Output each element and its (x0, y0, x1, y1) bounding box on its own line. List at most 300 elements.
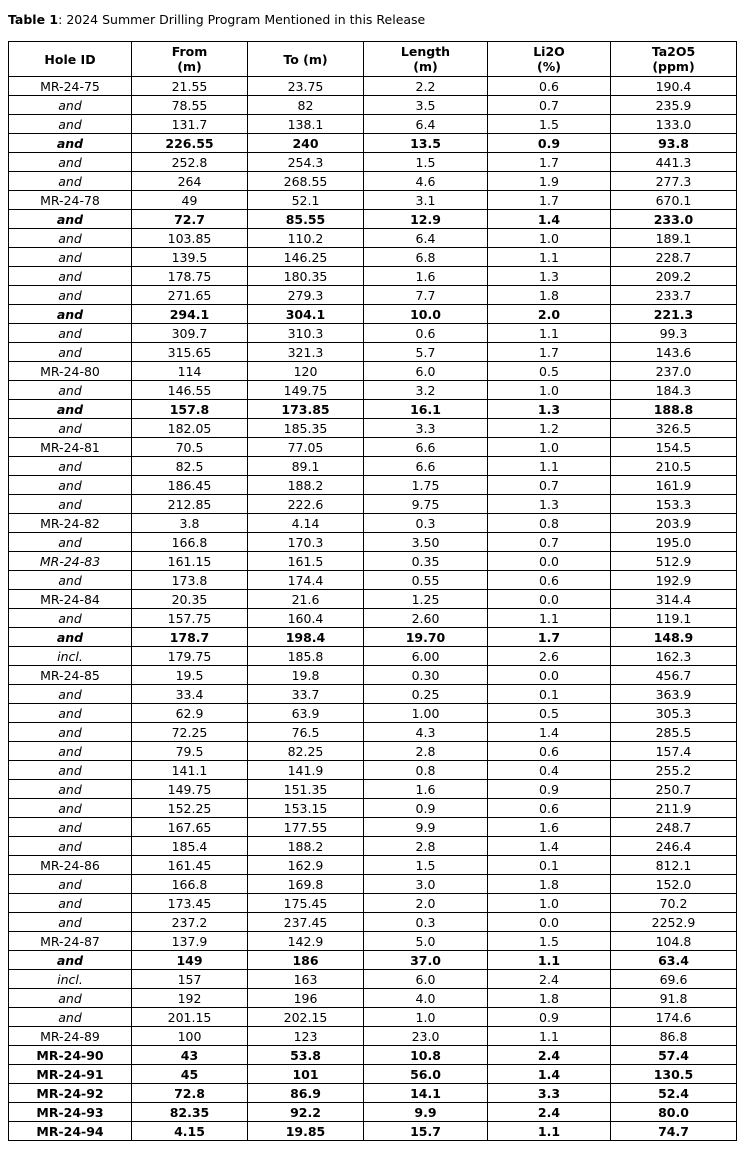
table-row (9, 134, 737, 153)
cell-length: 2.0 (364, 894, 488, 913)
cell-hole-id: and (9, 400, 132, 419)
cell-length: 14.1 (364, 1084, 488, 1103)
cell-li2o: 2.6 (488, 647, 611, 666)
cell-to: 120 (248, 362, 364, 381)
cell-to: 222.6 (248, 495, 364, 514)
cell-from: 226.55 (132, 134, 248, 153)
cell-li2o: 1.0 (488, 894, 611, 913)
cell-length: 3.1 (364, 191, 488, 210)
table-row (9, 476, 737, 495)
cell-hole-id: MR-24-92 (9, 1084, 132, 1103)
table-row (9, 362, 737, 381)
cell-ta2o5: 363.9 (611, 685, 737, 704)
cell-from: 72.25 (132, 723, 248, 742)
cell-to: 92.2 (248, 1103, 364, 1122)
cell-from: 79.5 (132, 742, 248, 761)
table-caption (8, 12, 425, 28)
cell-hole-id: and (9, 229, 132, 248)
cell-to: 4.14 (248, 514, 364, 533)
cell-length: 4.0 (364, 989, 488, 1008)
cell-li2o: 1.5 (488, 932, 611, 951)
cell-from: 173.45 (132, 894, 248, 913)
header-hole-id: Hole ID (9, 42, 132, 77)
cell-from: 252.8 (132, 153, 248, 172)
table-row (9, 932, 737, 951)
cell-li2o: 1.4 (488, 1065, 611, 1084)
cell-ta2o5: 74.7 (611, 1122, 737, 1141)
table-row (9, 172, 737, 191)
table-row (9, 571, 737, 590)
cell-ta2o5: 86.8 (611, 1027, 737, 1046)
cell-from: 294.1 (132, 305, 248, 324)
table-row (9, 742, 737, 761)
cell-from: 82.35 (132, 1103, 248, 1122)
cell-hole-id: and (9, 799, 132, 818)
cell-li2o: 0.6 (488, 571, 611, 590)
cell-length: 0.30 (364, 666, 488, 685)
table-row (9, 666, 737, 685)
cell-li2o: 0.1 (488, 685, 611, 704)
cell-li2o: 1.4 (488, 210, 611, 229)
cell-li2o: 0.5 (488, 704, 611, 723)
cell-length: 0.8 (364, 761, 488, 780)
cell-li2o: 1.4 (488, 837, 611, 856)
cell-to: 163 (248, 970, 364, 989)
cell-from: 178.75 (132, 267, 248, 286)
cell-from: 139.5 (132, 248, 248, 267)
cell-from: 3.8 (132, 514, 248, 533)
cell-from: 114 (132, 362, 248, 381)
cell-ta2o5: 153.3 (611, 495, 737, 514)
cell-ta2o5: 52.4 (611, 1084, 737, 1103)
cell-li2o: 1.1 (488, 457, 611, 476)
table-row (9, 305, 737, 324)
cell-li2o: 1.7 (488, 153, 611, 172)
table-row (9, 913, 737, 932)
cell-from: 186.45 (132, 476, 248, 495)
cell-length: 4.6 (364, 172, 488, 191)
cell-li2o: 0.4 (488, 761, 611, 780)
cell-li2o: 2.0 (488, 305, 611, 324)
table-caption-label: Table 1 (8, 12, 59, 27)
cell-length: 37.0 (364, 951, 488, 970)
cell-ta2o5: 228.7 (611, 248, 737, 267)
cell-to: 86.9 (248, 1084, 364, 1103)
cell-to: 85.55 (248, 210, 364, 229)
cell-hole-id: MR-24-81 (9, 438, 132, 457)
cell-length: 9.9 (364, 1103, 488, 1122)
cell-from: 62.9 (132, 704, 248, 723)
cell-length: 1.25 (364, 590, 488, 609)
cell-to: 149.75 (248, 381, 364, 400)
table-body (9, 77, 737, 1141)
cell-hole-id: and (9, 723, 132, 742)
cell-from: 179.75 (132, 647, 248, 666)
cell-hole-id: MR-24-90 (9, 1046, 132, 1065)
cell-length: 1.0 (364, 1008, 488, 1027)
cell-hole-id: and (9, 419, 132, 438)
cell-ta2o5: 305.3 (611, 704, 737, 723)
cell-hole-id: and (9, 761, 132, 780)
cell-length: 1.6 (364, 780, 488, 799)
cell-ta2o5: 233.7 (611, 286, 737, 305)
cell-length: 3.3 (364, 419, 488, 438)
cell-from: 157.75 (132, 609, 248, 628)
cell-to: 186 (248, 951, 364, 970)
table-caption-separator: : (58, 12, 63, 27)
cell-li2o: 1.3 (488, 400, 611, 419)
cell-to: 153.15 (248, 799, 364, 818)
table-row (9, 286, 737, 305)
table-row (9, 970, 737, 989)
cell-to: 169.8 (248, 875, 364, 894)
cell-to: 82 (248, 96, 364, 115)
cell-length: 6.4 (364, 115, 488, 134)
cell-from: 201.15 (132, 1008, 248, 1027)
cell-hole-id: and (9, 381, 132, 400)
cell-from: 82.5 (132, 457, 248, 476)
cell-length: 6.0 (364, 362, 488, 381)
cell-to: 177.55 (248, 818, 364, 837)
cell-ta2o5: 248.7 (611, 818, 737, 837)
cell-hole-id: and (9, 172, 132, 191)
cell-from: 103.85 (132, 229, 248, 248)
cell-length: 0.25 (364, 685, 488, 704)
table-row (9, 153, 737, 172)
cell-li2o: 0.7 (488, 533, 611, 552)
cell-ta2o5: 192.9 (611, 571, 737, 590)
cell-to: 110.2 (248, 229, 364, 248)
cell-to: 63.9 (248, 704, 364, 723)
cell-to: 53.8 (248, 1046, 364, 1065)
cell-li2o: 1.6 (488, 818, 611, 837)
cell-hole-id: MR-24-78 (9, 191, 132, 210)
table-row (9, 1008, 737, 1027)
cell-to: 188.2 (248, 837, 364, 856)
table-row (9, 552, 737, 571)
cell-from: 192 (132, 989, 248, 1008)
cell-from: 149 (132, 951, 248, 970)
cell-li2o: 0.7 (488, 96, 611, 115)
cell-ta2o5: 237.0 (611, 362, 737, 381)
cell-li2o: 0.6 (488, 742, 611, 761)
cell-hole-id: and (9, 989, 132, 1008)
cell-from: 309.7 (132, 324, 248, 343)
cell-length: 2.8 (364, 837, 488, 856)
table-row (9, 647, 737, 666)
cell-length: 10.0 (364, 305, 488, 324)
cell-from: 152.25 (132, 799, 248, 818)
cell-hole-id: and (9, 704, 132, 723)
cell-from: 45 (132, 1065, 248, 1084)
cell-ta2o5: 456.7 (611, 666, 737, 685)
cell-length: 2.8 (364, 742, 488, 761)
cell-ta2o5: 250.7 (611, 780, 737, 799)
cell-li2o: 1.8 (488, 286, 611, 305)
table-row (9, 77, 737, 96)
cell-li2o: 0.9 (488, 134, 611, 153)
cell-ta2o5: 57.4 (611, 1046, 737, 1065)
cell-hole-id: MR-24-83 (9, 552, 132, 571)
cell-length: 0.6 (364, 324, 488, 343)
cell-hole-id: and (9, 628, 132, 647)
cell-li2o: 0.5 (488, 362, 611, 381)
cell-from: 173.8 (132, 571, 248, 590)
cell-li2o: 1.1 (488, 324, 611, 343)
cell-li2o: 2.4 (488, 1103, 611, 1122)
cell-ta2o5: 70.2 (611, 894, 737, 913)
cell-from: 137.9 (132, 932, 248, 951)
cell-ta2o5: 221.3 (611, 305, 737, 324)
table-row (9, 457, 737, 476)
cell-to: 173.85 (248, 400, 364, 419)
cell-ta2o5: 235.9 (611, 96, 737, 115)
table-row (9, 837, 737, 856)
cell-li2o: 1.1 (488, 609, 611, 628)
cell-length: 3.50 (364, 533, 488, 552)
cell-li2o: 0.0 (488, 590, 611, 609)
cell-li2o: 1.1 (488, 248, 611, 267)
cell-hole-id: MR-24-94 (9, 1122, 132, 1141)
cell-li2o: 1.5 (488, 115, 611, 134)
cell-ta2o5: 195.0 (611, 533, 737, 552)
cell-from: 157 (132, 970, 248, 989)
cell-length: 5.7 (364, 343, 488, 362)
table-row (9, 191, 737, 210)
cell-li2o: 0.0 (488, 552, 611, 571)
cell-hole-id: and (9, 780, 132, 799)
cell-ta2o5: 157.4 (611, 742, 737, 761)
cell-to: 123 (248, 1027, 364, 1046)
cell-length: 13.5 (364, 134, 488, 153)
cell-from: 157.8 (132, 400, 248, 419)
cell-hole-id: and (9, 286, 132, 305)
cell-ta2o5: 162.3 (611, 647, 737, 666)
cell-length: 2.60 (364, 609, 488, 628)
cell-length: 1.5 (364, 153, 488, 172)
header-length: Length (m) (364, 42, 488, 77)
cell-ta2o5: 133.0 (611, 115, 737, 134)
cell-hole-id: and (9, 571, 132, 590)
cell-ta2o5: 210.5 (611, 457, 737, 476)
cell-hole-id: and (9, 533, 132, 552)
cell-li2o: 1.2 (488, 419, 611, 438)
table-row (9, 894, 737, 913)
cell-li2o: 3.3 (488, 1084, 611, 1103)
cell-li2o: 1.3 (488, 267, 611, 286)
cell-from: 149.75 (132, 780, 248, 799)
cell-ta2o5: 2252.9 (611, 913, 737, 932)
cell-length: 6.6 (364, 457, 488, 476)
cell-li2o: 1.0 (488, 229, 611, 248)
cell-from: 72.8 (132, 1084, 248, 1103)
cell-to: 180.35 (248, 267, 364, 286)
table-row (9, 438, 737, 457)
cell-li2o: 1.0 (488, 438, 611, 457)
cell-li2o: 1.4 (488, 723, 611, 742)
table-row (9, 381, 737, 400)
cell-length: 2.2 (364, 77, 488, 96)
cell-hole-id: MR-24-91 (9, 1065, 132, 1084)
table-row (9, 1065, 737, 1084)
header-from: From (m) (132, 42, 248, 77)
cell-from: 161.15 (132, 552, 248, 571)
cell-ta2o5: 203.9 (611, 514, 737, 533)
table-row (9, 590, 737, 609)
cell-from: 315.65 (132, 343, 248, 362)
cell-length: 0.9 (364, 799, 488, 818)
cell-length: 12.9 (364, 210, 488, 229)
cell-hole-id: MR-24-84 (9, 590, 132, 609)
cell-to: 138.1 (248, 115, 364, 134)
cell-to: 196 (248, 989, 364, 1008)
cell-hole-id: and (9, 324, 132, 343)
cell-ta2o5: 512.9 (611, 552, 737, 571)
cell-hole-id: and (9, 913, 132, 932)
cell-ta2o5: 104.8 (611, 932, 737, 951)
cell-li2o: 2.4 (488, 970, 611, 989)
cell-ta2o5: 143.6 (611, 343, 737, 362)
cell-from: 166.8 (132, 533, 248, 552)
table-row (9, 685, 737, 704)
cell-to: 82.25 (248, 742, 364, 761)
cell-ta2o5: 80.0 (611, 1103, 737, 1122)
cell-ta2o5: 233.0 (611, 210, 737, 229)
cell-ta2o5: 211.9 (611, 799, 737, 818)
cell-length: 3.5 (364, 96, 488, 115)
cell-from: 49 (132, 191, 248, 210)
cell-ta2o5: 190.4 (611, 77, 737, 96)
cell-to: 185.35 (248, 419, 364, 438)
cell-length: 6.4 (364, 229, 488, 248)
cell-to: 254.3 (248, 153, 364, 172)
cell-length: 23.0 (364, 1027, 488, 1046)
cell-to: 89.1 (248, 457, 364, 476)
cell-length: 6.0 (364, 970, 488, 989)
cell-to: 21.6 (248, 590, 364, 609)
cell-from: 237.2 (132, 913, 248, 932)
cell-from: 167.65 (132, 818, 248, 837)
cell-length: 3.2 (364, 381, 488, 400)
cell-hole-id: MR-24-87 (9, 932, 132, 951)
cell-from: 161.45 (132, 856, 248, 875)
cell-li2o: 0.9 (488, 1008, 611, 1027)
cell-to: 279.3 (248, 286, 364, 305)
table-row (9, 875, 737, 894)
table-row (9, 495, 737, 514)
cell-li2o: 2.4 (488, 1046, 611, 1065)
cell-length: 1.5 (364, 856, 488, 875)
cell-li2o: 1.9 (488, 172, 611, 191)
cell-to: 175.45 (248, 894, 364, 913)
table-row (9, 761, 737, 780)
header-li2o: Li2O (%) (488, 42, 611, 77)
cell-to: 101 (248, 1065, 364, 1084)
cell-length: 6.6 (364, 438, 488, 457)
cell-from: 4.15 (132, 1122, 248, 1141)
cell-li2o: 0.0 (488, 666, 611, 685)
cell-hole-id: incl. (9, 647, 132, 666)
cell-hole-id: MR-24-89 (9, 1027, 132, 1046)
cell-hole-id: and (9, 495, 132, 514)
cell-hole-id: and (9, 476, 132, 495)
cell-from: 70.5 (132, 438, 248, 457)
cell-from: 20.35 (132, 590, 248, 609)
cell-ta2o5: 161.9 (611, 476, 737, 495)
cell-ta2o5: 63.4 (611, 951, 737, 970)
cell-to: 162.9 (248, 856, 364, 875)
table-row (9, 267, 737, 286)
cell-hole-id: and (9, 305, 132, 324)
cell-from: 212.85 (132, 495, 248, 514)
cell-from: 21.55 (132, 77, 248, 96)
cell-hole-id: MR-24-75 (9, 77, 132, 96)
cell-ta2o5: 189.1 (611, 229, 737, 248)
cell-to: 310.3 (248, 324, 364, 343)
cell-hole-id: and (9, 685, 132, 704)
cell-ta2o5: 209.2 (611, 267, 737, 286)
cell-to: 19.8 (248, 666, 364, 685)
cell-to: 142.9 (248, 932, 364, 951)
table-row (9, 514, 737, 533)
cell-to: 52.1 (248, 191, 364, 210)
header-ta2o5: Ta2O5 (ppm) (611, 42, 737, 77)
table-row (9, 723, 737, 742)
cell-length: 19.70 (364, 628, 488, 647)
table-row (9, 210, 737, 229)
table-row (9, 609, 737, 628)
cell-hole-id: and (9, 134, 132, 153)
cell-to: 160.4 (248, 609, 364, 628)
cell-length: 1.6 (364, 267, 488, 286)
cell-ta2o5: 188.8 (611, 400, 737, 419)
cell-to: 161.5 (248, 552, 364, 571)
cell-length: 0.3 (364, 514, 488, 533)
table-caption-text: 2024 Summer Drilling Program Mentioned in this Release (62, 12, 426, 27)
cell-length: 1.75 (364, 476, 488, 495)
cell-li2o: 0.6 (488, 799, 611, 818)
cell-from: 72.7 (132, 210, 248, 229)
table-row (9, 324, 737, 343)
cell-li2o: 1.7 (488, 191, 611, 210)
cell-length: 4.3 (364, 723, 488, 742)
cell-ta2o5: 314.4 (611, 590, 737, 609)
cell-to: 151.35 (248, 780, 364, 799)
cell-length: 6.8 (364, 248, 488, 267)
cell-ta2o5: 154.5 (611, 438, 737, 457)
cell-to: 174.4 (248, 571, 364, 590)
cell-length: 16.1 (364, 400, 488, 419)
cell-ta2o5: 152.0 (611, 875, 737, 894)
table-row (9, 628, 737, 647)
cell-to: 170.3 (248, 533, 364, 552)
table-row (9, 1027, 737, 1046)
cell-ta2o5: 99.3 (611, 324, 737, 343)
cell-li2o: 1.1 (488, 951, 611, 970)
cell-length: 5.0 (364, 932, 488, 951)
table-row (9, 248, 737, 267)
cell-ta2o5: 174.6 (611, 1008, 737, 1027)
cell-li2o: 1.1 (488, 1027, 611, 1046)
cell-from: 43 (132, 1046, 248, 1065)
cell-ta2o5: 184.3 (611, 381, 737, 400)
cell-li2o: 0.9 (488, 780, 611, 799)
table-row (9, 856, 737, 875)
table-row (9, 533, 737, 552)
cell-from: 182.05 (132, 419, 248, 438)
cell-hole-id: and (9, 153, 132, 172)
cell-hole-id: incl. (9, 970, 132, 989)
